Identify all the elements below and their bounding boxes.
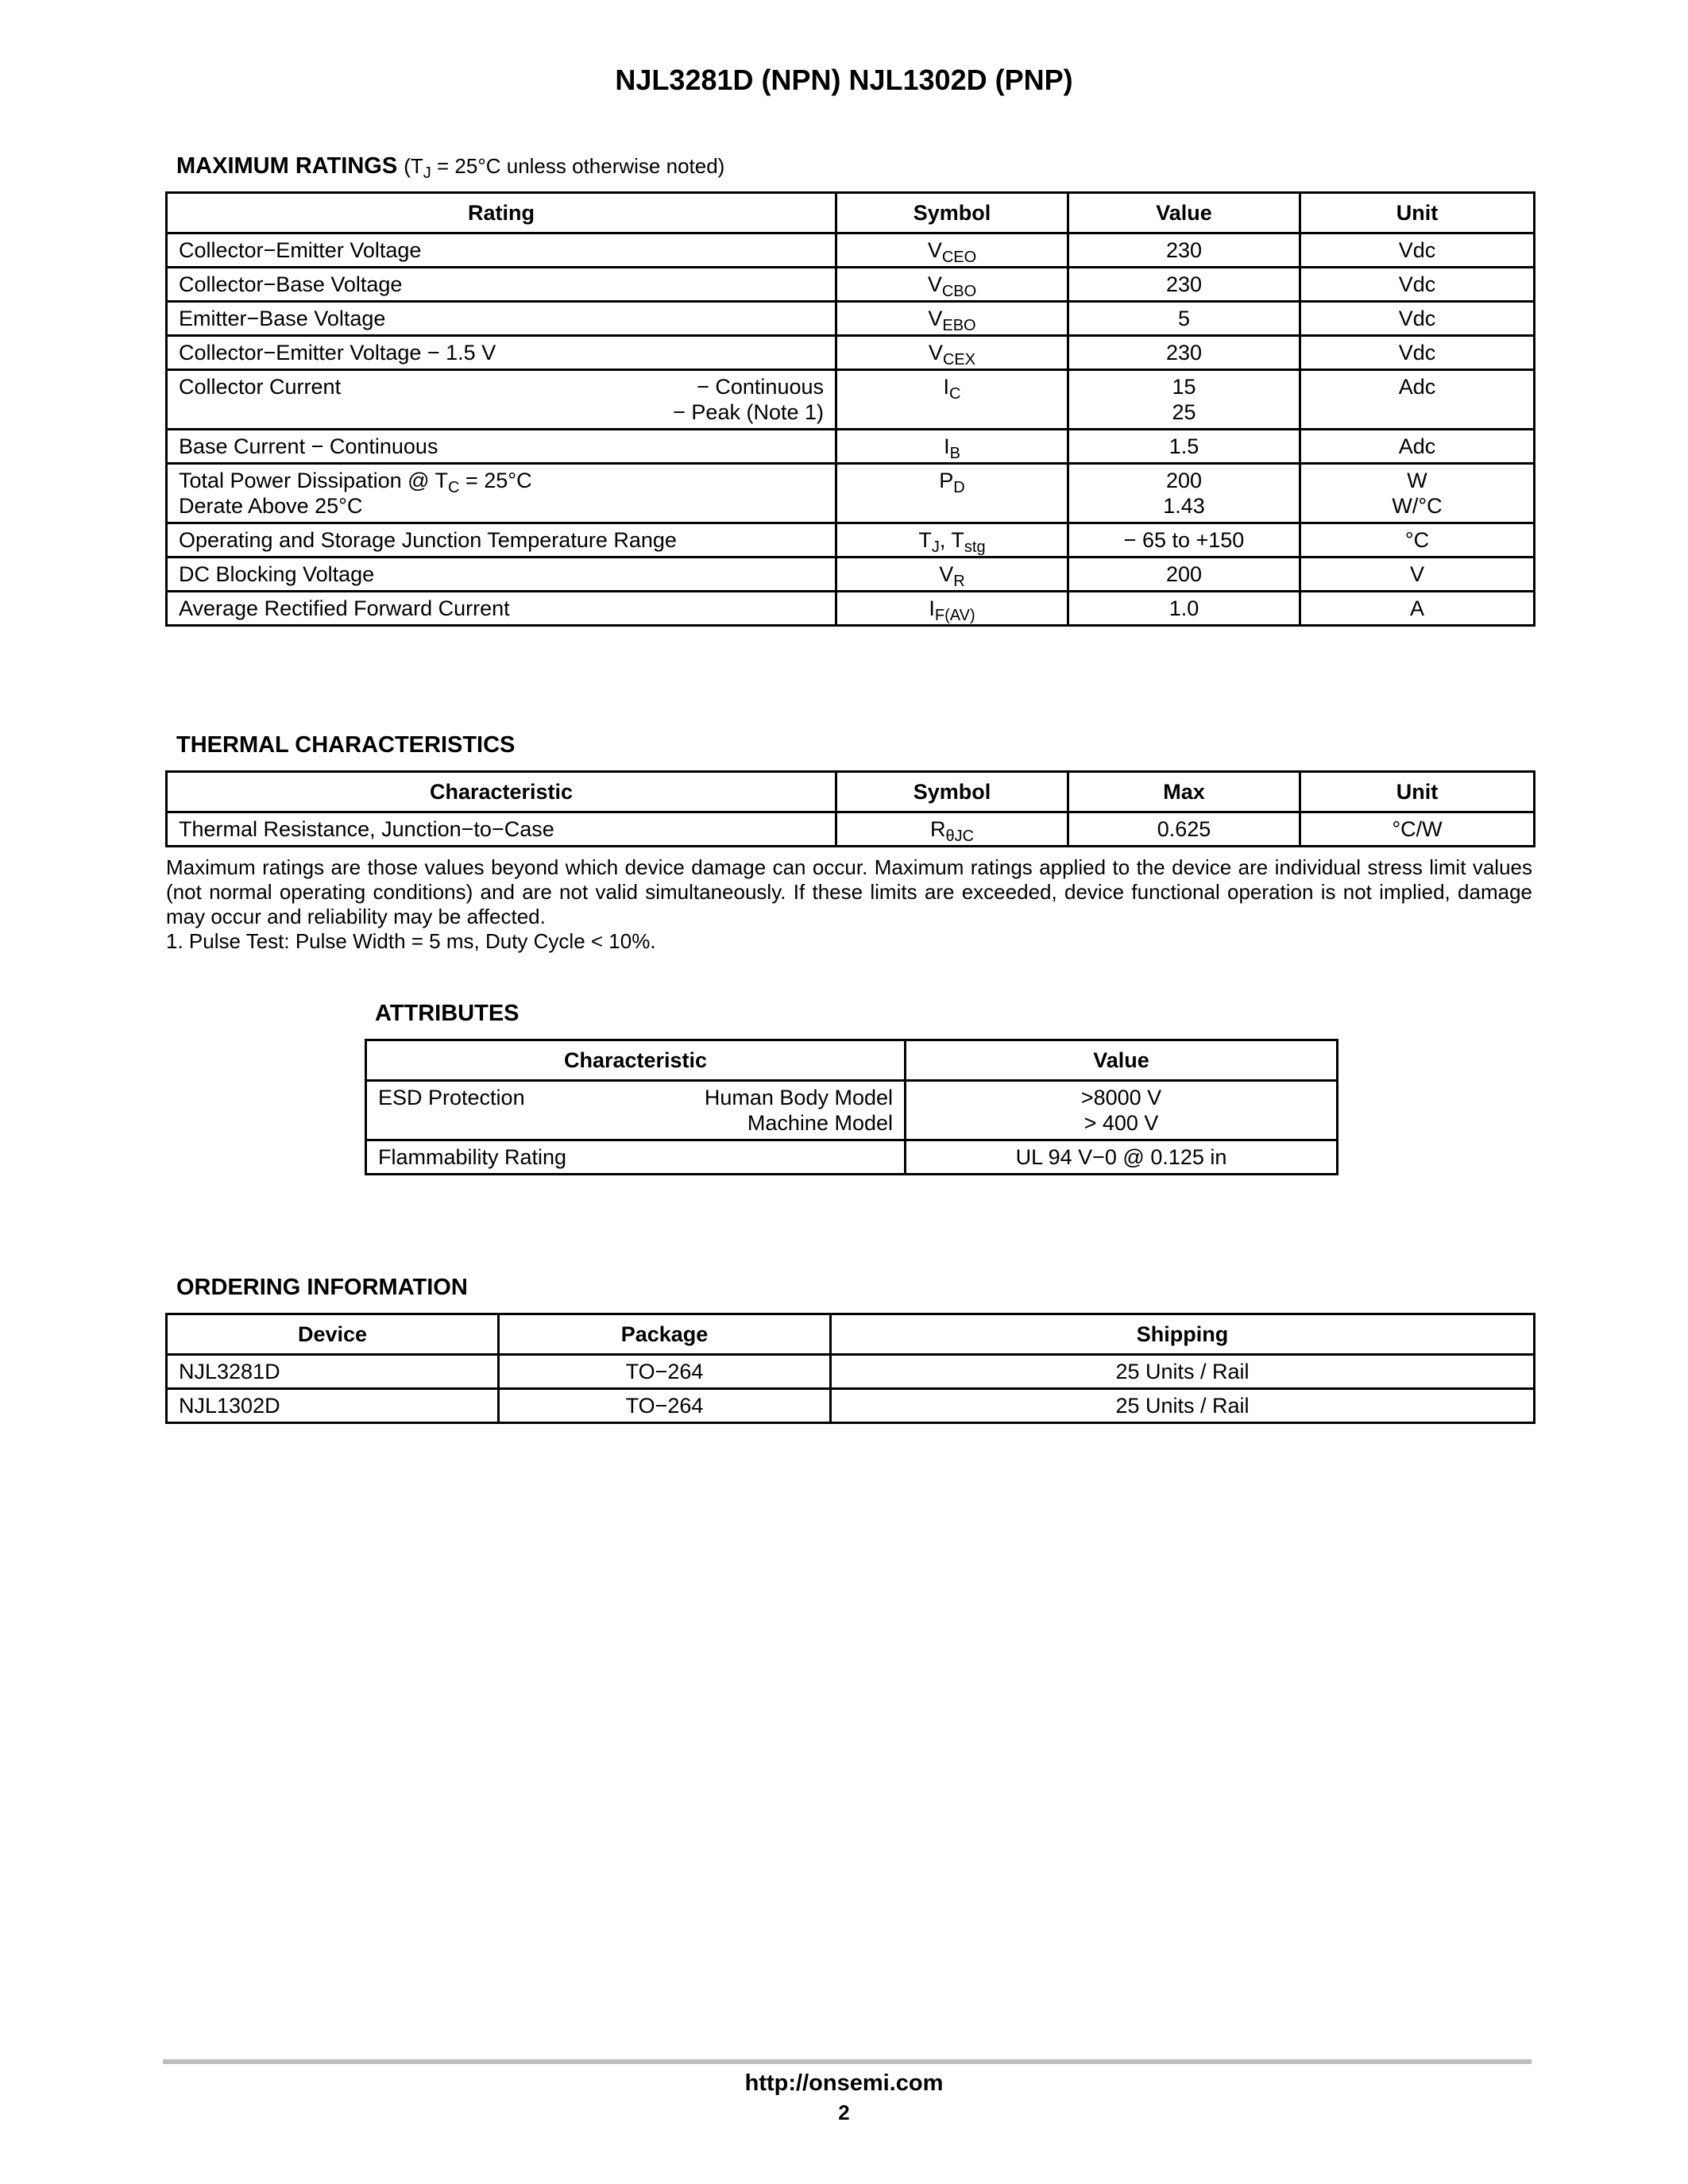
- unit-cell: °C/W: [1300, 812, 1535, 847]
- rating-cell: Base Current − Continuous: [167, 430, 836, 464]
- rating-cell: Average Rectified Forward Current: [167, 592, 836, 626]
- device-cell: NJL3281D: [167, 1355, 499, 1389]
- footer-url-link[interactable]: http://onsemi.com: [744, 2070, 944, 2096]
- value-cell: 230: [1068, 336, 1300, 370]
- unit-cell: A: [1300, 592, 1535, 626]
- col-header-value: Value: [906, 1040, 1338, 1081]
- table-row: [167, 268, 1535, 302]
- rating-cell: Operating and Storage Junction Temperature Range: [167, 523, 836, 558]
- symbol-cell: $V_{CEX}$: [836, 336, 1068, 370]
- symbol-cell: $I_B$: [836, 430, 1068, 464]
- table-row: [366, 1081, 1338, 1140]
- rating-cell: [167, 370, 836, 430]
- col-header-unit: Unit: [1300, 193, 1535, 233]
- table-header-row: [167, 772, 1535, 812]
- unit-cell: W W/°C: [1300, 464, 1535, 523]
- max-ratings-note: ($T_J = 25^\circ C$ unless otherwise noted): [404, 154, 725, 182]
- symbol-cell: $T_J$, $T_{stg}$: [836, 523, 1068, 558]
- unit-cell: °C: [1300, 523, 1535, 558]
- unit-cell: Vdc: [1300, 336, 1535, 370]
- table-row: [167, 592, 1535, 626]
- col-header-symbol: Symbol: [836, 193, 1068, 233]
- max-ratings-heading: MAXIMUM RATINGS: [176, 153, 398, 179]
- ordering-table: [165, 1313, 1535, 1424]
- unit-cell: Adc: [1300, 430, 1535, 464]
- device-cell: NJL1302D: [167, 1389, 499, 1423]
- table-row: [167, 523, 1535, 558]
- attributes-title: ATTRIBUTES: [375, 1001, 520, 1026]
- page-number: 2: [838, 2101, 850, 2124]
- collector-current-label: Collector Current: [179, 375, 342, 399]
- unit-cell: Vdc: [1300, 268, 1535, 302]
- characteristic-cell: Flammability Rating: [366, 1140, 906, 1175]
- rating-cell: Collector−Emitter Voltage: [167, 233, 836, 268]
- collector-current-conditions: − Continuous − Peak (Note 1): [673, 375, 824, 424]
- table-row: [167, 812, 1535, 847]
- rating-cell: Total Power Dissipation @ $T_C = 25^\circ C$ Derate Above 25°C: [167, 464, 836, 523]
- package-cell: TO−264: [499, 1355, 831, 1389]
- value-cell: 230: [1068, 268, 1300, 302]
- max-ratings-table: [165, 191, 1535, 627]
- col-header-device: Device: [167, 1314, 499, 1355]
- value-cell: 200: [1068, 558, 1300, 592]
- max-cell: 0.625: [1068, 812, 1300, 847]
- rating-cell: Collector−Base Voltage: [167, 268, 836, 302]
- table-row: [167, 1389, 1535, 1423]
- value-cell: UL 94 V−0 @ 0.125 in: [906, 1140, 1338, 1175]
- rating-cell: Emitter−Base Voltage: [167, 302, 836, 336]
- esd-models: Human Body Model Machine Model: [704, 1086, 893, 1135]
- table-row: [167, 430, 1535, 464]
- symbol-cell: $V_{CBO}$: [836, 268, 1068, 302]
- symbol-cell: $I_C$: [836, 370, 1068, 430]
- symbol-cell: $P_D$: [836, 464, 1068, 523]
- col-header-package: Package: [499, 1314, 831, 1355]
- value-cell: − 65 to +150: [1068, 523, 1300, 558]
- table-row: [167, 464, 1535, 523]
- value-cell: 1.0: [1068, 592, 1300, 626]
- characteristic-cell: Thermal Resistance, Junction−to−Case: [167, 812, 836, 847]
- characteristic-cell: [366, 1081, 906, 1140]
- thermal-title: THERMAL CHARACTERISTICS: [176, 732, 516, 758]
- footer-divider: [163, 2059, 1532, 2064]
- col-header-value: Value: [1068, 193, 1300, 233]
- page-title: NJL3281D (NPN) NJL1302D (PNP): [615, 64, 1073, 96]
- thermal-table: [165, 770, 1535, 847]
- col-header-max: Max: [1068, 772, 1300, 812]
- shipping-cell: 25 Units / Rail: [831, 1389, 1535, 1423]
- col-header-rating: Rating: [167, 193, 836, 233]
- rating-cell: DC Blocking Voltage: [167, 558, 836, 592]
- value-cell: 200 1.43: [1068, 464, 1300, 523]
- symbol-cell: $V_{EBO}$: [836, 302, 1068, 336]
- shipping-cell: 25 Units / Rail: [831, 1355, 1535, 1389]
- rating-cell: Collector−Emitter Voltage − 1.5 V: [167, 336, 836, 370]
- unit-cell: Vdc: [1300, 302, 1535, 336]
- symbol-cell: $V_{CEO}$: [836, 233, 1068, 268]
- value-cell: 230: [1068, 233, 1300, 268]
- symbol-cell: $R_{\theta JC}$: [836, 812, 1068, 847]
- col-header-symbol: Symbol: [836, 772, 1068, 812]
- table-row: [167, 336, 1535, 370]
- footnote-1: 1. Pulse Test: Pulse Width = 5 ms, Duty Cycle < 10%.: [166, 929, 656, 953]
- table-row: [167, 1355, 1535, 1389]
- ratings-notes: [166, 855, 1532, 954]
- table-header-row: [366, 1040, 1338, 1081]
- col-header-characteristic: Characteristic: [366, 1040, 906, 1081]
- value-cell: 15 25: [1068, 370, 1300, 430]
- table-row: [167, 302, 1535, 336]
- package-cell: TO−264: [499, 1389, 831, 1423]
- attributes-table: [365, 1039, 1338, 1175]
- col-header-shipping: Shipping: [831, 1314, 1535, 1355]
- unit-cell: Vdc: [1300, 233, 1535, 268]
- symbol-cell: $V_R$: [836, 558, 1068, 592]
- symbol-cell: $I_{F(AV)}$: [836, 592, 1068, 626]
- ordering-title: ORDERING INFORMATION: [176, 1275, 468, 1300]
- table-row: [167, 558, 1535, 592]
- table-row: [167, 370, 1535, 430]
- table-header-row: [167, 193, 1535, 233]
- max-ratings-disclaimer: Maximum ratings are those values beyond which device damage can occur. Maximum ratings applied to the device are individual stress limit values (not normal operating conditions) and are not valid simultaneously. If these limits are exceeded, device functional operation is not implied, damage may occur and reliability may be affected.: [166, 855, 1532, 928]
- col-header-characteristic: Characteristic: [167, 772, 836, 812]
- value-cell: 1.5: [1068, 430, 1300, 464]
- unit-cell: V: [1300, 558, 1535, 592]
- unit-cell: Adc: [1300, 370, 1535, 430]
- table-row: [167, 233, 1535, 268]
- table-header-row: [167, 1314, 1535, 1355]
- max-ratings-title: [176, 153, 725, 182]
- table-row: [366, 1140, 1338, 1175]
- col-header-unit: Unit: [1300, 772, 1535, 812]
- value-cell: >8000 V > 400 V: [906, 1081, 1338, 1140]
- esd-label: ESD Protection: [378, 1086, 525, 1109]
- value-cell: 5: [1068, 302, 1300, 336]
